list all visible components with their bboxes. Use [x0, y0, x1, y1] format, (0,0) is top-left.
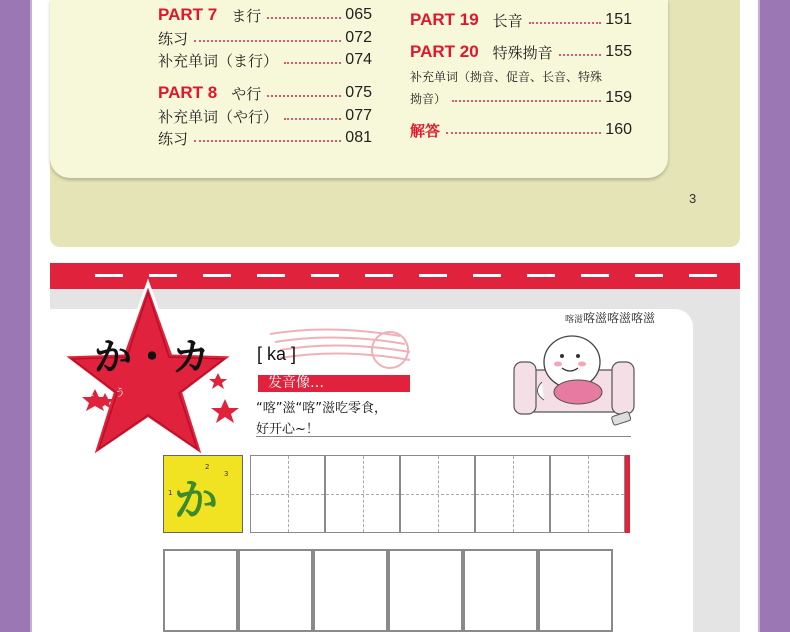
- toc-entry-part20[interactable]: [410, 41, 632, 63]
- model-kana: か: [174, 475, 218, 526]
- toc-page-number: 159: [605, 89, 632, 106]
- left-margin-line: [30, 0, 32, 632]
- stripe-dash: [311, 274, 339, 277]
- toc-page-number: 075: [345, 84, 372, 101]
- practice-cell-blank[interactable]: [388, 549, 463, 632]
- toc-page-number: 074: [345, 51, 372, 68]
- small-star-icon: [210, 398, 240, 424]
- toc-leader-dots: [284, 62, 341, 64]
- stripe-dash: [581, 274, 609, 277]
- toc-entry-name: 补充单词（ま行）: [158, 51, 279, 70]
- practice-cell-blank[interactable]: [313, 549, 388, 632]
- toc-entry-name: 补充单词（拗音、促音、长音、特殊: [410, 69, 603, 84]
- toc-entry-answers[interactable]: [410, 119, 632, 141]
- toc-part-label: PART 8: [158, 83, 218, 102]
- practice-cell[interactable]: [250, 455, 325, 533]
- practice-cell-blank[interactable]: [538, 549, 613, 632]
- toc-entry-supplement-ya[interactable]: [158, 105, 372, 127]
- illustration-character-on-sofa: [512, 322, 642, 432]
- writing-prompt: 書きましょう: [65, 388, 125, 399]
- toc-entry-name: 练习: [158, 29, 189, 48]
- toc-page-number: 072: [345, 29, 372, 46]
- practice-cell-blank[interactable]: [163, 549, 238, 632]
- toc-entry-part7[interactable]: [158, 4, 372, 26]
- right-margin-bar: [760, 0, 790, 632]
- toc-entry-supplement-youon[interactable]: [410, 65, 632, 87]
- toc-leader-dots: [284, 118, 341, 120]
- practice-cell-blank[interactable]: [463, 549, 538, 632]
- practice-cell-blank[interactable]: [238, 549, 313, 632]
- stripe-dash: [689, 274, 717, 277]
- toc-leader-dots: [267, 95, 341, 97]
- toc-part-label: PART 7: [158, 5, 218, 24]
- toc-page-number: 077: [345, 107, 372, 124]
- toc-leader-dots: [529, 22, 602, 24]
- toc-page-number: 160: [605, 121, 632, 138]
- practice-cell[interactable]: [325, 455, 400, 533]
- page-number: 3: [689, 191, 697, 206]
- toc-entry-name: 补充单词（や行）: [158, 107, 279, 126]
- toc-page: [50, 0, 740, 247]
- stripe-dash: [473, 274, 501, 277]
- stroke-number: 1: [168, 489, 173, 497]
- left-margin-bar: [0, 0, 30, 632]
- toc-leader-dots: [194, 140, 341, 142]
- romaji-label: [ ka ]: [257, 344, 297, 364]
- stripe-dash: [257, 274, 285, 277]
- toc-page-number: 155: [605, 43, 632, 60]
- toc-page-number: 065: [345, 6, 372, 23]
- toc-part-label: PART 20: [410, 42, 479, 61]
- toc-entry-name: 拗音）: [410, 91, 447, 106]
- practice-cell[interactable]: [475, 455, 550, 533]
- toc-entry-name: 练习: [158, 129, 189, 148]
- speech-small: 喀滋: [565, 315, 584, 325]
- speech-bubble-text: [565, 309, 655, 326]
- toc-page-number: 081: [345, 129, 372, 146]
- toc-entry-supplement-ma[interactable]: [158, 49, 372, 71]
- toc-leader-dots: [559, 54, 602, 56]
- practice-cell[interactable]: [550, 455, 625, 533]
- stripe-dash: [527, 274, 555, 277]
- toc-leader-dots: [267, 17, 341, 19]
- toc-entry-name: ま行: [231, 6, 262, 25]
- toc-part-label: PART 19: [410, 10, 479, 29]
- toc-entry-name: 特殊拗音: [492, 43, 553, 62]
- toc-entry-name: 长音: [492, 11, 523, 30]
- toc-leader-dots: [452, 100, 601, 102]
- right-margin-line: [758, 0, 760, 632]
- kana-title: か・カ: [94, 335, 212, 379]
- toc-entry-name: 解答: [410, 121, 441, 140]
- toc-entry-practice[interactable]: [158, 127, 372, 149]
- toc-entry-part8[interactable]: [158, 82, 372, 104]
- toc-leader-dots: [194, 40, 341, 42]
- toc-entry-practice[interactable]: [158, 27, 372, 49]
- description-underline: [256, 436, 631, 437]
- toc-page-number: 151: [605, 11, 632, 28]
- stripe-dash: [635, 274, 663, 277]
- stroke-number: 2: [205, 463, 210, 471]
- sound-description: “喀”滋“喀”滋吃零食，: [256, 401, 387, 416]
- toc-entry-part19[interactable]: [410, 9, 632, 31]
- sound-label: 发音像…: [268, 375, 324, 391]
- sound-description-cont: 好开心~！: [256, 422, 319, 437]
- grid-red-edge: [625, 455, 630, 533]
- stripe-dash: [365, 274, 393, 277]
- stroke-number: 3: [224, 470, 229, 478]
- stripe-dash: [419, 274, 447, 277]
- speech-big: 喀滋喀滋喀滋: [583, 311, 656, 325]
- practice-cell[interactable]: [400, 455, 475, 533]
- toc-leader-dots: [446, 132, 601, 134]
- toc-entry-name: や行: [231, 84, 262, 103]
- toc-entry-supplement-youon-cont[interactable]: [410, 87, 632, 109]
